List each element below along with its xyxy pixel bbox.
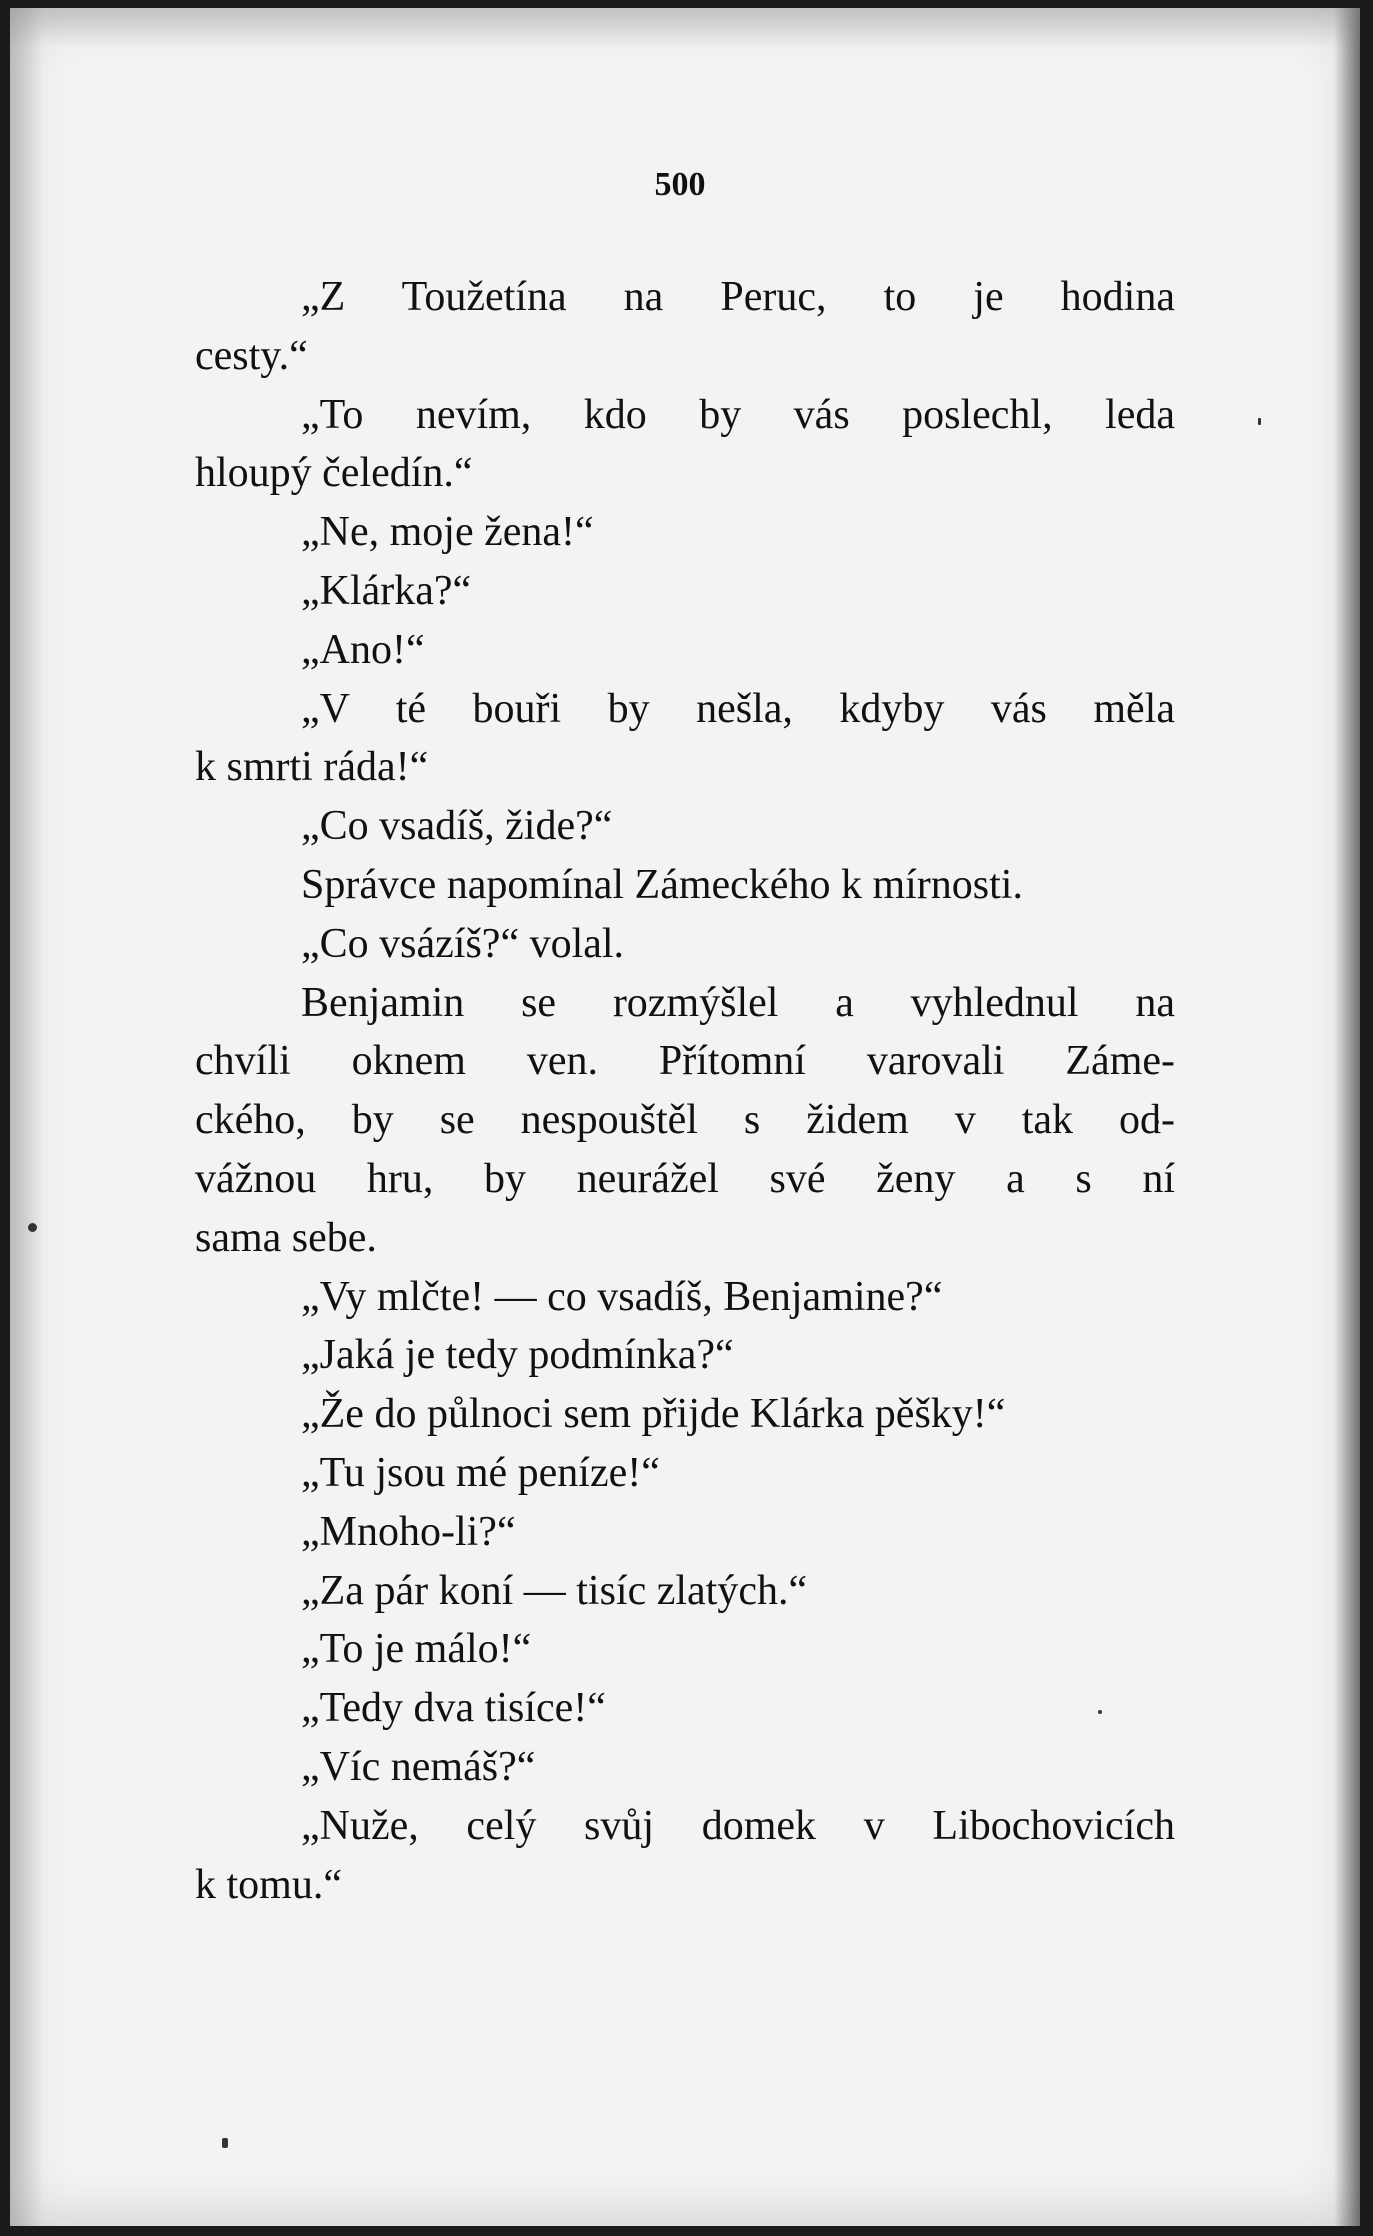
text-line: „Co vsadíš, žide?“ [301, 803, 613, 850]
ink-speck [28, 1223, 37, 1232]
text-line: Benjamin se rozmýšlel a vyhlednul na [301, 979, 1175, 1026]
page-number: 500 [654, 166, 706, 203]
text-line: chvíli oknem ven. Přítomní varovali Záme- [195, 1038, 1175, 1085]
text-line: „Nuže, celý svůj domek v Libochovicích [301, 1802, 1175, 1849]
text-line: „Mnoho-li?“ [301, 1508, 516, 1555]
text-line: „Klárka?“ [301, 567, 472, 614]
text-line: „Ne, moje žena!“ [301, 509, 594, 556]
text-line: „Ano!“ [301, 626, 425, 673]
text-line: „Vy mlčte! — co vsadíš, Benjamine?“ [301, 1273, 943, 1320]
page-right-shadow [1334, 8, 1360, 2226]
text-line: „Tu jsou mé peníze!“ [301, 1449, 660, 1496]
ink-speck [222, 2138, 228, 2148]
text-line: „Co vsázíš?“ volal. [301, 920, 625, 967]
text-line: „Víc nemáš?“ [301, 1743, 536, 1790]
text-line: hloupý čeledín.“ [195, 450, 473, 497]
text-line: k smrti ráda!“ [195, 744, 429, 791]
text-line: „Za pár koní — tisíc zlatých.“ [301, 1567, 808, 1614]
text-line: „To nevím, kdo by vás poslechl, leda [301, 391, 1175, 438]
text-line: cesty.“ [195, 332, 308, 379]
text-line: ckého, by se nespouštěl s židem v tak od- [195, 1097, 1175, 1144]
text-line: sama sebe. [195, 1214, 377, 1261]
text-line: „Že do půlnoci sem přijde Klárka pěšky!“ [301, 1391, 1006, 1438]
text-line: k tomu.“ [195, 1861, 342, 1908]
text-line: „To je málo!“ [301, 1626, 532, 1673]
page-top-shadow [10, 8, 1360, 48]
text-line: vážnou hru, by neurážel své ženy a s ní [195, 1155, 1175, 1202]
body-text [195, 268, 1175, 1914]
text-line: „Z Toužetína na Peruc, to je hodina [301, 274, 1175, 320]
text-line: „Tedy dva tisíce!“ [301, 1685, 606, 1732]
text-line: Správce napomínal Zámeckého k mírnosti. [301, 861, 1023, 908]
page-left-shadow [10, 8, 44, 2226]
ink-speck [1258, 418, 1261, 425]
text-line: „V té bouři by nešla, kdyby vás měla [301, 685, 1175, 732]
text-line: „Jaká je tedy podmínka?“ [301, 1332, 734, 1379]
